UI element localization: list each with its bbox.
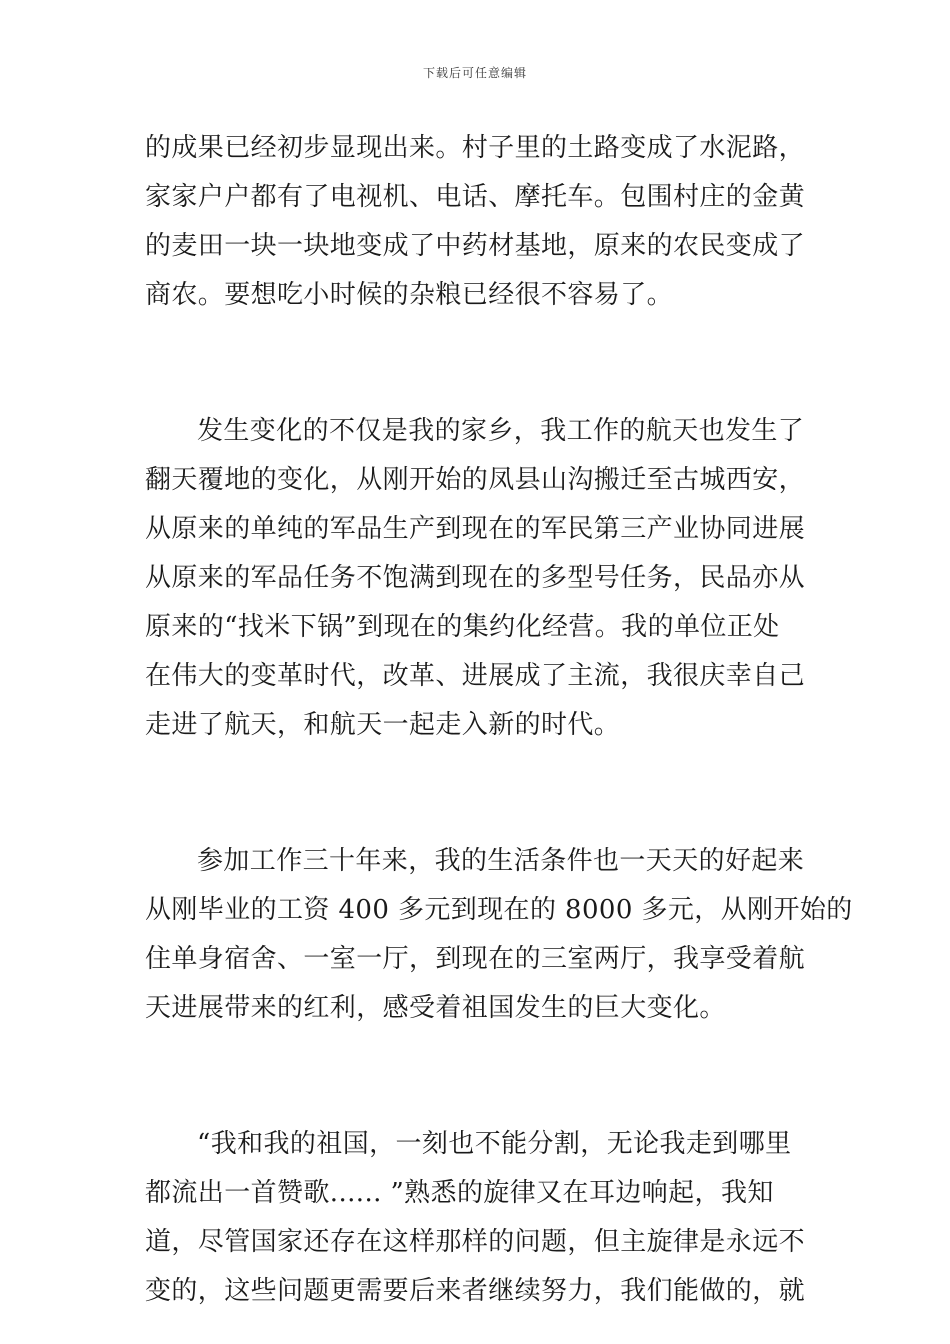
text-line: “我和我的祖国，一刻也不能分割，无论我走到哪里 xyxy=(197,1129,792,1159)
text-line: 天进展带来的红利，感受着祖国发生的巨大变化。 xyxy=(145,993,726,1023)
text-line: 原来的“找米下锅”到现在的集约化经营。我的单位正处 xyxy=(145,612,780,642)
text-line: 发生变化的不仅是我的家乡，我工作的航天也发生了 xyxy=(197,416,805,446)
page-header: 下载后可任意编辑 xyxy=(422,66,527,80)
paragraph-1 xyxy=(145,124,810,320)
text-line: 从原来的单纯的军品生产到现在的军民第三产业协同进展 xyxy=(145,514,806,544)
paragraph-2 xyxy=(145,407,810,750)
text-line: 道，尽管国家还存在这样那样的问题，但主旋律是永远不 xyxy=(145,1227,806,1257)
text-line: 商农。要想吃小时候的杂粮已经很不容易了。 xyxy=(145,280,674,310)
text-line: 变的，这些问题更需要后来者继续努力，我们能做的，就 xyxy=(145,1276,806,1306)
text-line: 从原来的军品任务不饱满到现在的多型号任务，民品亦从 xyxy=(145,563,806,593)
text-line: 都流出一首赞歌...... ”熟悉的旋律又在耳边响起，我知 xyxy=(145,1178,774,1208)
paragraph-gap xyxy=(145,750,810,837)
paragraph-gap xyxy=(145,1033,810,1120)
text-line: 走进了航天，和航天一起走入新的时代。 xyxy=(145,710,621,740)
paragraph-3 xyxy=(145,837,853,1033)
paragraph-4 xyxy=(145,1120,810,1316)
text-line: 参加工作三十年来，我的生活条件也一天天的好起来 xyxy=(197,846,805,876)
text-line: 从刚毕业的工资 400 多元到现在的 8000 多元，从刚开始的 xyxy=(145,895,853,925)
document-body xyxy=(145,124,853,1316)
text-line: 的成果已经初步显现出来。村子里的土路变成了水泥路， xyxy=(145,133,806,163)
paragraph-gap xyxy=(145,320,810,407)
text-line: 在伟大的变革时代，改革、进展成了主流，我很庆幸自己 xyxy=(145,661,806,691)
text-line: 的麦田一块一块地变成了中药材基地，原来的农民变成了 xyxy=(145,231,806,261)
text-line: 翻天覆地的变化，从刚开始的凤县山沟搬迁至古城西安， xyxy=(145,465,806,495)
text-line: 家家户户都有了电视机、电话、摩托车。包围村庄的金黄 xyxy=(145,182,806,212)
text-line: 住单身宿舍、一室一厅，到现在的三室两厅，我享受着航 xyxy=(145,944,806,974)
